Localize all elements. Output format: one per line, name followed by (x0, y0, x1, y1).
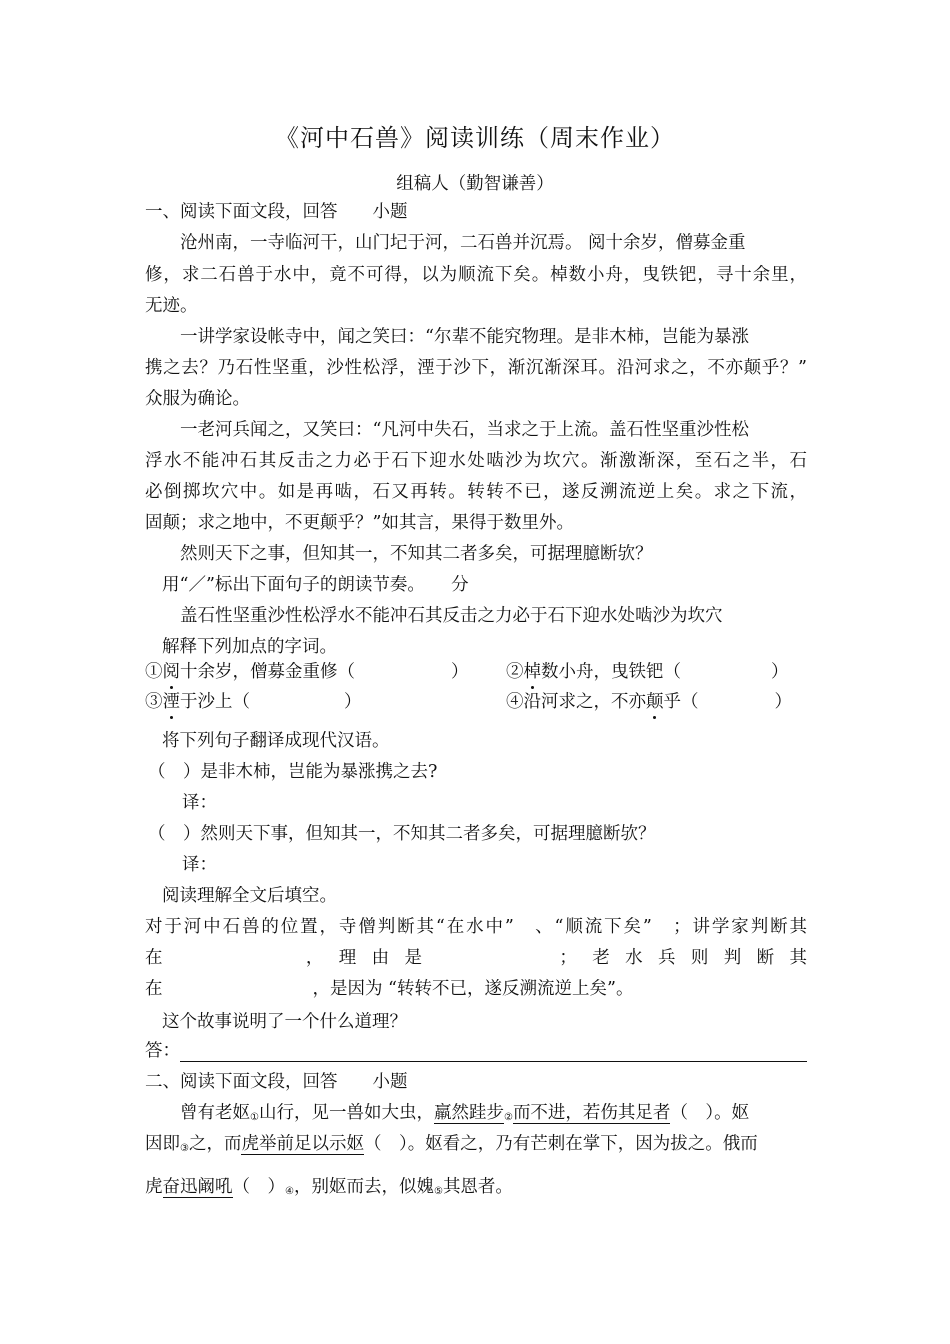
vocab-item-2 (506, 660, 789, 684)
passage2-line: 因即$_③$之，而虎举前足以示妪（ ）。妪看之，乃有芒刺在掌下，因为拔之。俄而 (145, 1134, 758, 1154)
vocab-item-3 (145, 690, 362, 714)
vocab-item-1 (145, 660, 469, 684)
passage-line: 无迹。 (145, 296, 198, 316)
item-text: 乎（ (663, 692, 699, 712)
passage2-line: 虎奋迅阚吼（ ）$_④$，别妪而去，似媿$_⑤$其恩者。 (145, 1177, 513, 1197)
translate-label-2: 译： (182, 855, 217, 875)
question-3: 将下列句子翻译成现代汉语。 (162, 731, 390, 751)
item-text: 数小舟，曳铁钯（ (541, 662, 681, 682)
passage-line: 众服为确论。 (145, 389, 250, 409)
fill-line-1: 对于河中石兽的位置，寺僧判断其“在水中” 、“顺流下矣” ；讲学家判断其 (145, 917, 807, 937)
dotted-word: 棹 (523, 662, 541, 682)
translate-sentence-2: （ ）然则天下事，但知其一，不知其二者多矣，可据理臆断欤？ (148, 824, 656, 844)
passage-line: 浮水不能冲石其反击之力必于石下迎水处啮沙为坎穴。渐激渐深，至石之半，石 (145, 451, 807, 471)
answer-line[interactable] (180, 1061, 807, 1062)
item-close: ） (344, 692, 362, 712)
section1-heading: 一、阅读下面文段，回答 小题 (145, 202, 408, 222)
passage-line: 然则天下之事，但知其一，不知其二者多矣，可据理臆断欤？ (180, 544, 653, 564)
translate-label-1: 译： (182, 793, 217, 813)
fill-line-2: 在 ， 理 由 是 ； 老 水 兵 则 判 断 其 (145, 948, 807, 968)
question-4: 阅读理解全文后填空。 (162, 886, 337, 906)
question-5: 这个故事说明了一个什么道理？ (162, 1012, 407, 1032)
item-number: ② (506, 662, 524, 682)
item-close: ） (774, 692, 792, 712)
passage2-line: 曾有老妪$_①$山行，见一兽如大虫，羸然跬步$_②$而不进，若伤其足者（ ）。妪 (180, 1103, 750, 1123)
passage-line: 必倒掷坎穴中。如是再啮，石又再转。转转不已，遂反溯流逆上矣。求之下流， (145, 482, 807, 502)
question-1: 用“／”标出下面句子的朗读节奏。 分 (162, 575, 469, 595)
answer-label: 答： (145, 1041, 180, 1061)
question-1-sentence: 盖石性坚重沙性松浮水不能冲石其反击之力必于石下迎水处啮沙为坎穴 (180, 606, 723, 626)
dotted-word: 阅 (162, 662, 180, 682)
translate-sentence-1: （ ）是非木柿，岂能为暴涨携之去? (148, 762, 438, 782)
vocab-item-4 (506, 690, 792, 714)
question-2: 解释下列加点的字词。 (162, 637, 337, 657)
fill-line-3: 在 ，是因为 “转转不已，遂反溯流逆上矣”。 (145, 979, 634, 999)
underlined-phrase: 而不进，若伤其足者 (512, 1103, 671, 1123)
underlined-phrase: 羸然跬步 (433, 1103, 504, 1123)
passage-line: 修，求二石兽于水中，竟不可得，以为顺流下矣。棹数小舟，曳铁钯，寻十余里， (145, 265, 807, 285)
section2-heading: 二、阅读下面文段，回答 小题 (145, 1072, 408, 1092)
item-close: ） (451, 662, 469, 682)
item-text: 于沙上（ (180, 692, 250, 712)
passage-line: 一讲学家设帐寺中，闻之笑曰：“尔辈不能究物理。是非木柿，岂能为暴涨 (180, 327, 749, 347)
item-number: ① (145, 662, 163, 682)
passage-line: 固颠；求之地中，不更颠乎？”如其言，果得于数里外。 (145, 513, 574, 533)
dotted-word: 颠 (646, 692, 664, 712)
compiler-line: 组稿人（勤智谦善） (396, 174, 554, 194)
passage-line: 一老河兵闻之，又笑曰：“凡河中失石，当求之于上流。盖石性坚重沙性松 (180, 420, 749, 440)
item-text: 十余岁，僧募金重修（ (180, 662, 355, 682)
underlined-phrase: 奋迅阚吼 (162, 1177, 233, 1197)
item-text: ④沿河求之，不亦 (506, 692, 646, 712)
dotted-word: 湮 (162, 692, 180, 712)
passage-line: 沧州南，一寺临河干，山门圮于河，二石兽并沉焉。 阅十余岁，僧募金重 (180, 233, 746, 253)
page-title: 《河中石兽》阅读训练（周末作业） (275, 124, 675, 152)
item-number: ③ (145, 692, 163, 712)
item-close: ） (771, 662, 789, 682)
passage-line: 携之去？乃石性坚重，沙性松浮，湮于沙下，渐沉渐深耳。沿河求之，不亦颠乎？” (145, 358, 807, 378)
underlined-phrase: 虎举前足以示妪 (241, 1134, 364, 1154)
